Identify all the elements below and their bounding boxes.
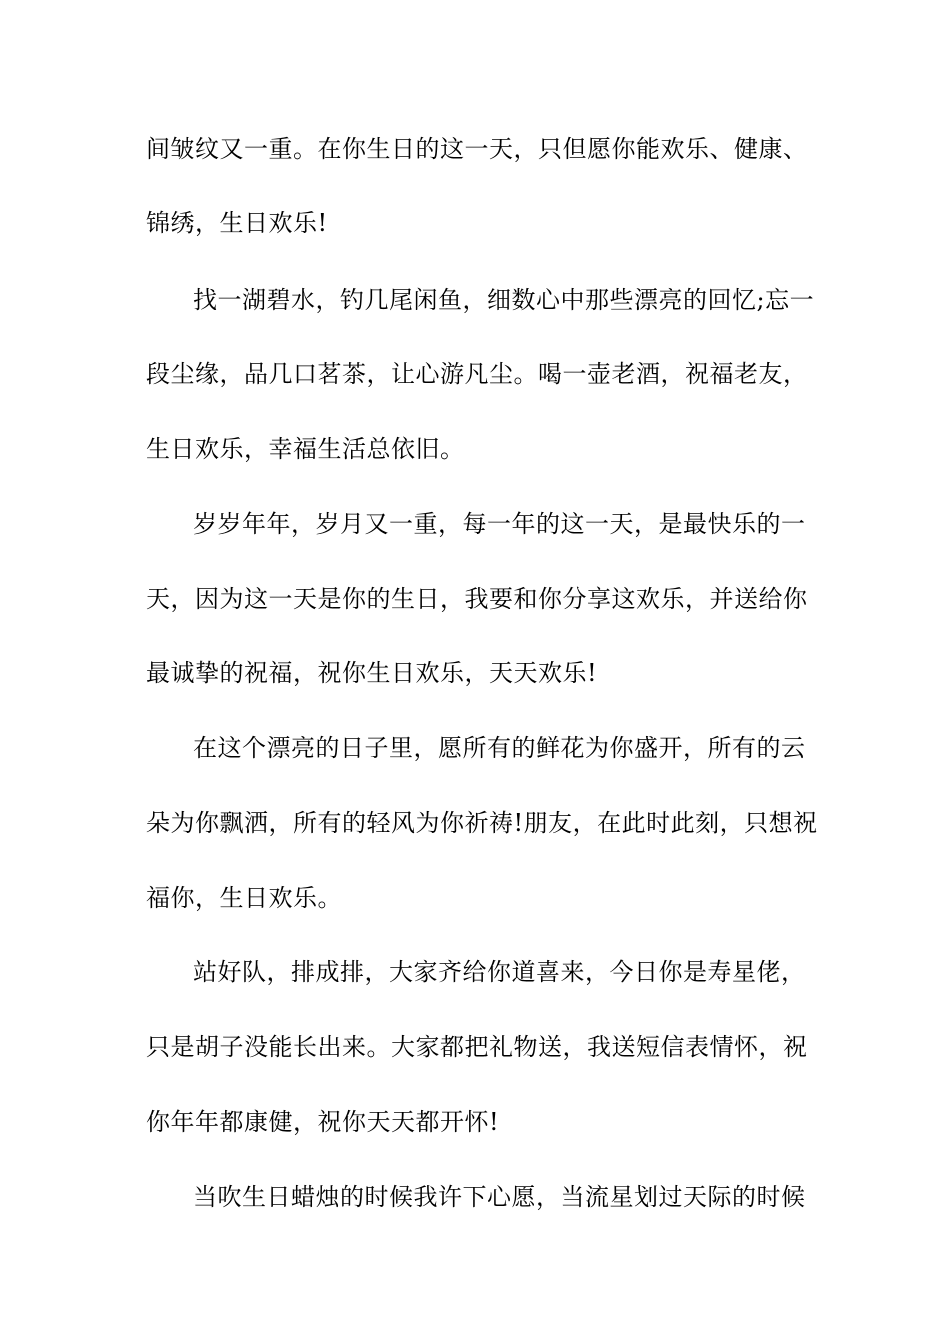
text-line: 最诚挚的祝福，祝你生日欢乐，天天欢乐! [146,659,598,687]
text-line: 只是胡子没能长出来。大家都把礼物送，我送短信表情怀，祝 [146,1033,808,1061]
text-line: 间皱纹又一重。在你生日的这一天，只但愿你能欢乐、健康、 [146,135,808,163]
text-line: 你年年都康健，祝你天天都开怀! [146,1108,500,1136]
text-line: 锦绣，生日欢乐! [146,209,328,237]
text-line: 生日欢乐，幸福生活总依旧。 [146,435,465,463]
text-line: 福你，生日欢乐。 [146,884,342,912]
text-line: 段尘缘，品几口茗茶，让心游凡尘。喝一壶老酒，祝福老友， [146,360,808,388]
paragraph-first-line: 当吹生日蜡烛的时候我许下心愿，当流星划过天际的时候 [193,1183,806,1211]
paragraph-first-line: 找一湖碧水，钓几尾闲鱼，细数心中那些漂亮的回忆;忘一 [193,286,815,314]
paragraph-first-line: 站好队，排成排，大家齐给你道喜来，今日你是寿星佬， [193,958,806,986]
text-line: 天，因为这一天是你的生日，我要和你分享这欢乐，并送给你 [146,585,808,613]
paragraph-first-line: 在这个漂亮的日子里，愿所有的鲜花为你盛开，所有的云 [193,734,806,762]
paragraph-first-line: 岁岁年年，岁月又一重，每一年的这一天，是最快乐的一 [193,510,806,538]
text-line: 朵为你飘洒，所有的轻风为你祈祷!朋友，在此时此刻，只想祝 [146,809,818,837]
